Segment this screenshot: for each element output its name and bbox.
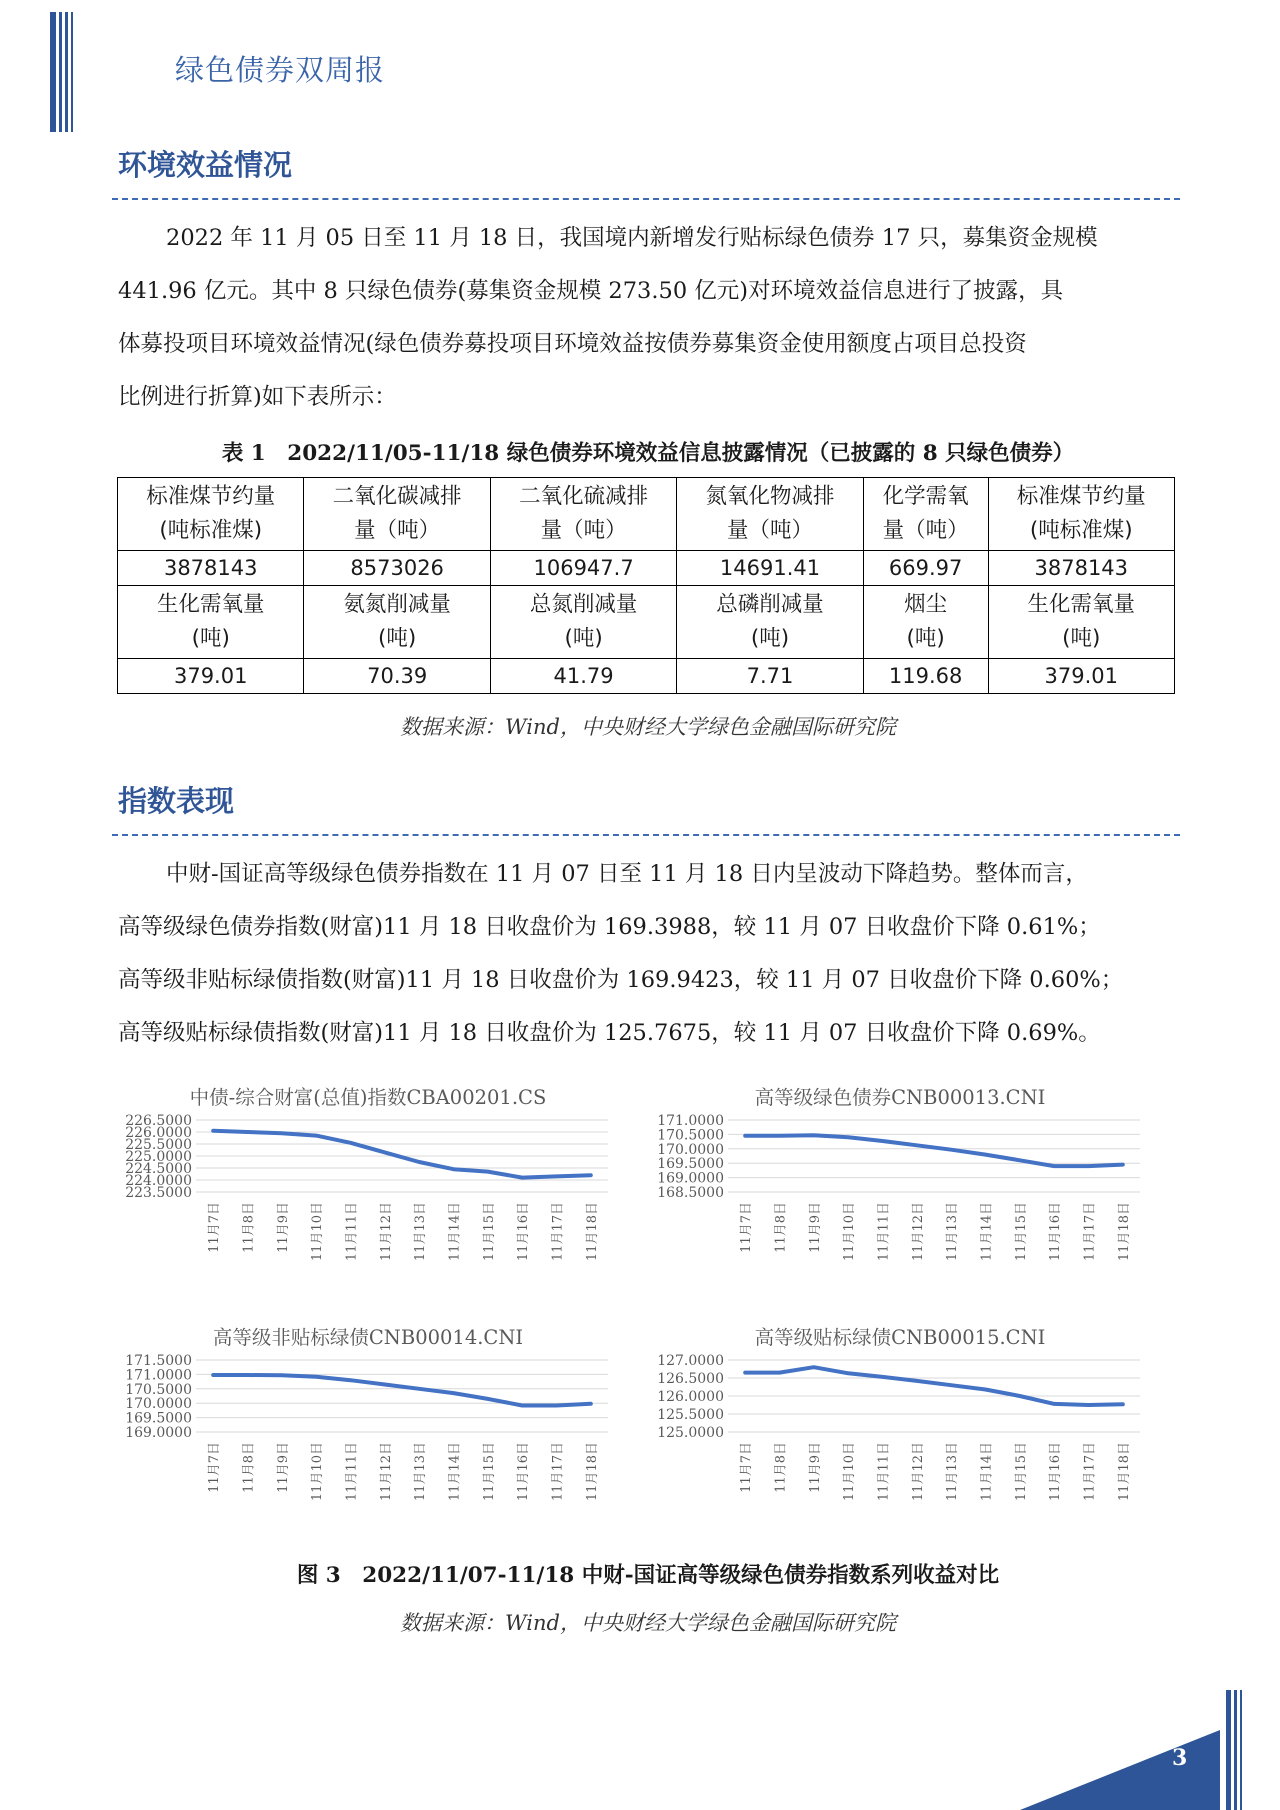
x-tick-label: 11月10日: [842, 1202, 858, 1262]
data-point: [486, 1397, 489, 1400]
data-point: [847, 1136, 850, 1139]
table-header-cell: 氨氮削减量 (吨): [304, 586, 490, 659]
y-tick-label: 226.0000: [125, 1125, 192, 1141]
data-point: [212, 1374, 215, 1377]
y-tick-label: 125.5000: [657, 1407, 724, 1423]
series-line: [213, 1131, 591, 1178]
x-tick-label: 11月16日: [1048, 1202, 1064, 1262]
x-tick-label: 11月12日: [910, 1442, 926, 1502]
x-tick-label: 11月9日: [275, 1442, 291, 1493]
y-tick-label: 169.0000: [657, 1170, 724, 1187]
y-tick-label: 168.5000: [657, 1185, 724, 1201]
x-tick-label: 11月16日: [516, 1202, 532, 1262]
chart-cba00201: [118, 1082, 618, 1312]
data-point: [555, 1404, 558, 1407]
x-tick-label: 11月10日: [310, 1442, 326, 1502]
paragraph-line: 体募投项目环境效益情况(绿色债券募投项目环境效益按债券募集资金使用额度占项目总投资: [118, 331, 1027, 357]
x-tick-label: 11月12日: [910, 1202, 926, 1262]
data-point: [778, 1371, 781, 1374]
x-tick-label: 11月10日: [842, 1442, 858, 1502]
data-point: [915, 1379, 918, 1382]
x-tick-label: 11月17日: [1082, 1442, 1098, 1502]
series-line: [745, 1135, 1123, 1166]
series-line: [745, 1367, 1123, 1405]
table-header-cell: 生化需氧量 (吨): [988, 586, 1174, 659]
data-point: [418, 1387, 421, 1390]
data-point: [950, 1384, 953, 1387]
x-tick-label: 11月13日: [413, 1202, 429, 1262]
y-tick-label: 225.5000: [125, 1137, 192, 1153]
header-decor-bar-1: [50, 12, 56, 132]
x-tick-label: 11月15日: [481, 1442, 497, 1502]
y-tick-label: 169.5000: [657, 1156, 724, 1173]
header-decor-bar-2: [59, 12, 62, 132]
paragraph-line: 高等级贴标绿债指数(财富)11 月 18 日收盘价为 125.7675，较 11 月 07 日收盘价下降 0.69%。: [118, 1020, 1101, 1046]
data-point: [280, 1132, 283, 1135]
x-tick-label: 11月14日: [447, 1442, 463, 1502]
x-tick-label: 11月16日: [516, 1442, 532, 1502]
data-point: [383, 1383, 386, 1386]
x-tick-label: 11月18日: [584, 1202, 600, 1262]
x-tick-label: 11月14日: [979, 1442, 995, 1502]
y-tick-label: 170.5000: [125, 1381, 192, 1398]
data-point: [881, 1140, 884, 1143]
chart-cnb00015: [650, 1322, 1150, 1552]
data-point: [555, 1175, 558, 1178]
x-tick-label: 11月11日: [876, 1202, 892, 1262]
chart-plot: [650, 1112, 1150, 1312]
table-cell: 8573026: [304, 551, 490, 586]
figure-caption: 图 3 2022/11/07-11/18 中财-国证高等级绿色债券指数系列收益对比: [296, 1563, 1000, 1588]
x-tick-label: 11月17日: [550, 1442, 566, 1502]
table-header-cell: 二氧化碳减排 量（吨）: [304, 478, 490, 551]
data-point: [418, 1161, 421, 1164]
data-point: [1018, 1159, 1021, 1162]
x-tick-label: 11月15日: [481, 1202, 497, 1262]
x-tick-label: 11月9日: [807, 1442, 823, 1493]
series-line: [213, 1375, 591, 1406]
y-tick-label: 223.5000: [125, 1185, 192, 1201]
table-header-cell: 氮氧化物减排 量（吨）: [677, 478, 863, 551]
table-cell: 119.68: [863, 659, 988, 694]
data-point: [915, 1144, 918, 1147]
data-point: [1053, 1402, 1056, 1405]
index-paragraph: [118, 848, 1178, 1060]
x-tick-label: 11月9日: [275, 1202, 291, 1253]
x-tick-label: 11月18日: [1116, 1202, 1132, 1262]
environment-paragraph: [118, 212, 1178, 424]
x-tick-label: 11月8日: [241, 1202, 257, 1253]
x-tick-label: 11月13日: [945, 1202, 961, 1262]
x-tick-label: 11月13日: [413, 1442, 429, 1502]
table-row: [118, 659, 1175, 694]
data-point: [812, 1366, 815, 1369]
footer-decor-bar-1: [1226, 1690, 1231, 1810]
table-header-cell: 二氧化硫减排 量（吨）: [490, 478, 676, 551]
chart-title: 高等级贴标绿债CNB00015.CNI: [754, 1326, 1046, 1349]
y-tick-label: 169.0000: [125, 1425, 192, 1441]
table-cell: 379.01: [988, 659, 1174, 694]
table-header-cell: 生化需氧量 (吨): [118, 586, 304, 659]
data-point: [212, 1129, 215, 1132]
data-point: [950, 1148, 953, 1151]
x-tick-label: 11月7日: [207, 1442, 223, 1493]
y-tick-label: 170.0000: [125, 1396, 192, 1413]
header-decor-bar-3: [65, 12, 68, 132]
data-point: [315, 1375, 318, 1378]
table-cell: 3878143: [118, 551, 304, 586]
header-decor-bar-4: [71, 12, 73, 132]
y-tick-label: 224.5000: [125, 1161, 192, 1177]
paragraph-line: 中财-国证高等级绿色债券指数在 11 月 07 日至 11 月 18 日内呈波动下降趋势。整体而言，: [166, 861, 1088, 887]
table-header-cell: 烟尘 (吨): [863, 586, 988, 659]
y-tick-label: 225.0000: [125, 1149, 192, 1165]
paragraph-line: 2022 年 11 月 05 日至 11 月 18 日，我国境内新增发行贴标绿色债券 17 只，募集资金规模: [166, 225, 1098, 251]
table-row: [118, 586, 1175, 659]
data-point: [744, 1371, 747, 1374]
table-cell: 379.01: [118, 659, 304, 694]
x-tick-label: 11月11日: [876, 1442, 892, 1502]
paragraph-line: 441.96 亿元。其中 8 只绿色债券(募集资金规模 273.50 亿元)对环境效益信息进行了披露，具: [118, 278, 1064, 304]
data-point: [1121, 1403, 1124, 1406]
y-tick-label: 126.0000: [657, 1389, 724, 1405]
data-point: [1087, 1165, 1090, 1168]
data-point: [383, 1151, 386, 1154]
data-point: [1121, 1163, 1124, 1166]
chart-plot: [650, 1352, 1150, 1552]
x-tick-label: 11月7日: [207, 1202, 223, 1253]
table-row: [118, 478, 1175, 551]
data-point: [1087, 1404, 1090, 1407]
chart-plot: [118, 1352, 618, 1552]
x-tick-label: 11月12日: [378, 1442, 394, 1502]
x-tick-label: 11月8日: [241, 1442, 257, 1493]
data-point: [486, 1170, 489, 1173]
x-tick-label: 11月9日: [807, 1202, 823, 1253]
x-tick-label: 11月11日: [344, 1202, 360, 1262]
section-title-environment: 环境效益情况: [118, 148, 293, 182]
table-cell: 669.97: [863, 551, 988, 586]
y-tick-label: 170.0000: [657, 1141, 724, 1158]
x-tick-label: 11月15日: [1013, 1202, 1029, 1262]
environment-benefit-table: [117, 477, 1175, 694]
x-tick-label: 11月11日: [344, 1442, 360, 1502]
paragraph-line: 高等级绿色债券指数(财富)11 月 18 日收盘价为 169.3988，较 11 月 07 日收盘价下降 0.61%；: [118, 914, 1101, 940]
y-tick-label: 226.5000: [125, 1113, 192, 1129]
data-point: [1018, 1395, 1021, 1398]
data-point: [1053, 1165, 1056, 1168]
x-tick-label: 11月10日: [310, 1202, 326, 1262]
section-divider: [112, 198, 1180, 200]
data-point: [744, 1134, 747, 1137]
data-point: [778, 1134, 781, 1137]
data-point: [246, 1131, 249, 1134]
data-point: [246, 1374, 249, 1377]
data-point: [589, 1174, 592, 1177]
x-tick-label: 11月14日: [979, 1202, 995, 1262]
figure-source-note: 数据来源：Wind，中央财经大学绿色金融国际研究院: [400, 1611, 896, 1635]
x-tick-label: 11月14日: [447, 1202, 463, 1262]
table-source-note: 数据来源：Wind，中央财经大学绿色金融国际研究院: [400, 715, 896, 739]
x-tick-label: 11月17日: [1082, 1202, 1098, 1262]
table-cell: 7.71: [677, 659, 863, 694]
x-tick-label: 11月7日: [739, 1202, 755, 1253]
paragraph-line: 比例进行折算)如下表所示：: [118, 384, 397, 410]
section-title-index: 指数表现: [118, 784, 235, 818]
data-point: [349, 1141, 352, 1144]
report-title: 绿色债券双周报: [175, 53, 386, 87]
footer-decor-bar-3: [1240, 1690, 1242, 1810]
x-tick-label: 11月17日: [550, 1202, 566, 1262]
table-header-cell: 总氮削减量 (吨): [490, 586, 676, 659]
y-tick-label: 126.5000: [657, 1371, 724, 1387]
x-tick-label: 11月13日: [945, 1442, 961, 1502]
table-cell: 70.39: [304, 659, 490, 694]
data-point: [521, 1404, 524, 1407]
data-point: [984, 1153, 987, 1156]
chart-title: 高等级绿色债券CNB00013.CNI: [754, 1086, 1046, 1109]
chart-title: 中债-综合财富(总值)指数CBA00201.CS: [189, 1086, 547, 1109]
data-point: [589, 1402, 592, 1405]
y-tick-label: 224.0000: [125, 1173, 192, 1189]
table-cell: 14691.41: [677, 551, 863, 586]
footer-decor-bar-2: [1234, 1690, 1237, 1810]
x-tick-label: 11月16日: [1048, 1442, 1064, 1502]
table-header-cell: 标准煤节约量 (吨标准煤): [988, 478, 1174, 551]
table-cell: 41.79: [490, 659, 676, 694]
data-point: [847, 1372, 850, 1375]
data-point: [812, 1134, 815, 1137]
table-row: [118, 551, 1175, 586]
table-cell: 3878143: [988, 551, 1174, 586]
x-tick-label: 11月7日: [739, 1442, 755, 1493]
y-tick-label: 169.5000: [125, 1410, 192, 1427]
x-tick-label: 11月18日: [584, 1442, 600, 1502]
table-header-cell: 化学需氧 量（吨）: [863, 478, 988, 551]
y-tick-label: 171.0000: [125, 1367, 192, 1384]
chart-cnb00014: [118, 1322, 618, 1552]
section-divider: [112, 834, 1180, 836]
x-tick-label: 11月18日: [1116, 1442, 1132, 1502]
chart-cnb00013: [650, 1082, 1150, 1312]
page-number: 3: [1172, 1745, 1188, 1771]
chart-plot: [118, 1112, 618, 1312]
y-tick-label: 171.5000: [125, 1353, 192, 1369]
chart-title: 高等级非贴标绿债CNB00014.CNI: [212, 1326, 524, 1349]
x-tick-label: 11月15日: [1013, 1442, 1029, 1502]
data-point: [452, 1392, 455, 1395]
data-point: [452, 1168, 455, 1171]
table-header-cell: 标准煤节约量 (吨标准煤): [118, 478, 304, 551]
table-header-cell: 总磷削减量 (吨): [677, 586, 863, 659]
table-caption: 表 1 2022/11/05-11/18 绿色债券环境效益信息披露情况（已披露的 8 只绿色债券）: [221, 441, 1075, 466]
table-cell: 106947.7: [490, 551, 676, 586]
paragraph-line: 高等级非贴标绿债指数(财富)11 月 18 日收盘价为 169.9423，较 11 月 07 日收盘价下降 0.60%；: [118, 967, 1124, 993]
y-tick-label: 171.0000: [657, 1113, 724, 1129]
x-tick-label: 11月8日: [773, 1202, 789, 1253]
data-point: [280, 1374, 283, 1377]
data-point: [521, 1176, 524, 1179]
x-tick-label: 11月12日: [378, 1202, 394, 1262]
x-tick-label: 11月8日: [773, 1442, 789, 1493]
data-point: [984, 1388, 987, 1391]
footer-decor-triangle: [1020, 1730, 1220, 1810]
y-tick-label: 127.0000: [657, 1353, 724, 1369]
data-point: [881, 1375, 884, 1378]
data-point: [349, 1379, 352, 1382]
y-tick-label: 170.5000: [657, 1127, 724, 1144]
y-tick-label: 125.0000: [657, 1425, 724, 1441]
data-point: [315, 1134, 318, 1137]
